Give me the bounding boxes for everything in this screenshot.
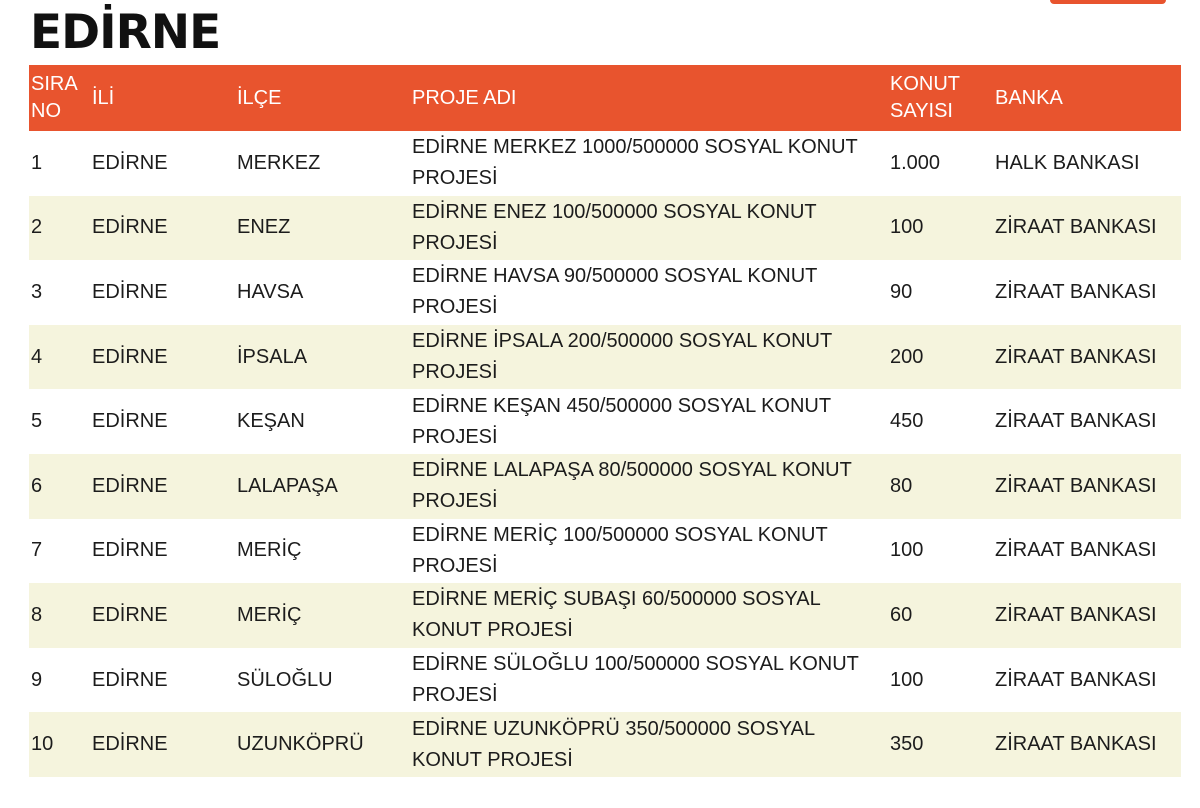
table-body xyxy=(29,131,1181,777)
cell-proje-adi: EDİRNE LALAPAŞA 80/500000 SOSYAL KONUT PROJESİ xyxy=(412,459,852,513)
cell-banka: ZİRAAT BANKASI xyxy=(995,410,1157,433)
table-row xyxy=(29,648,1181,713)
cell-konut-sayisi: 200 xyxy=(890,345,924,368)
cell-konut-sayisi: 100 xyxy=(890,216,924,239)
cell-proje-adi: EDİRNE MERKEZ 1000/500000 SOSYAL KONUT PROJESİ xyxy=(412,136,858,190)
table-header-row xyxy=(29,65,1181,131)
cell-konut-sayisi: 1.000 xyxy=(890,151,941,174)
cell-konut-sayisi: 60 xyxy=(890,603,913,626)
cell-ilce: MERKEZ xyxy=(237,151,321,174)
cell-sira-no: 6 xyxy=(31,474,43,497)
cell-proje-adi: EDİRNE MERİÇ 100/500000 SOSYAL KONUT PROJESİ xyxy=(412,523,828,577)
column-header-ilce: İLÇE xyxy=(237,86,282,109)
cell-konut-sayisi: 450 xyxy=(890,410,924,433)
cell-proje-adi: EDİRNE İPSALA 200/500000 SOSYAL KONUT PROJESİ xyxy=(412,330,832,384)
cell-proje-adi: EDİRNE HAVSA 90/500000 SOSYAL KONUT PROJESİ xyxy=(412,265,817,319)
table-row xyxy=(29,325,1181,390)
table-row xyxy=(29,583,1181,648)
cell-sira-no: 8 xyxy=(31,603,43,626)
cell-banka: ZİRAAT BANKASI xyxy=(995,474,1157,497)
cell-sira-no: 7 xyxy=(31,539,43,562)
cell-banka: HALK BANKASI xyxy=(995,151,1140,174)
cell-proje-adi: EDİRNE ENEZ 100/500000 SOSYAL KONUT PROJESİ xyxy=(412,200,817,254)
cell-banka: ZİRAAT BANKASI xyxy=(995,539,1157,562)
cell-proje-adi: EDİRNE KEŞAN 450/500000 SOSYAL KONUT PROJESİ xyxy=(412,394,831,448)
table-row xyxy=(29,712,1181,777)
cell-ilce: ENEZ xyxy=(237,216,291,239)
housing-projects-table-container xyxy=(29,65,1181,777)
cell-ili: EDİRNE xyxy=(92,345,168,368)
cell-ilce: MERİÇ xyxy=(237,539,302,562)
cell-ilce: KEŞAN xyxy=(237,410,305,433)
top-accent-bar xyxy=(1050,0,1166,4)
cell-ilce: HAVSA xyxy=(237,280,304,303)
cell-banka: ZİRAAT BANKASI xyxy=(995,668,1157,691)
cell-ilce: SÜLOĞLU xyxy=(237,668,333,691)
cell-ili: EDİRNE xyxy=(92,474,168,497)
cell-banka: ZİRAAT BANKASI xyxy=(995,280,1157,303)
table-row xyxy=(29,454,1181,519)
housing-projects-table xyxy=(29,65,1181,777)
cell-ili: EDİRNE xyxy=(92,733,168,756)
cell-ili: EDİRNE xyxy=(92,151,168,174)
cell-ili: EDİRNE xyxy=(92,216,168,239)
cell-ili: EDİRNE xyxy=(92,603,168,626)
cell-sira-no: 3 xyxy=(31,280,43,303)
cell-ili: EDİRNE xyxy=(92,410,168,433)
page-title: EDİRNE xyxy=(30,5,221,60)
table-row xyxy=(29,196,1181,261)
cell-sira-no: 2 xyxy=(31,216,43,239)
cell-sira-no: 5 xyxy=(31,410,43,433)
column-header-proje-adi: PROJE ADI xyxy=(412,86,517,109)
cell-sira-no: 10 xyxy=(31,733,54,756)
table-header xyxy=(29,65,1181,131)
cell-ili: EDİRNE xyxy=(92,539,168,562)
cell-ili: EDİRNE xyxy=(92,280,168,303)
table-row xyxy=(29,131,1181,196)
cell-sira-no: 9 xyxy=(31,668,43,691)
cell-proje-adi: EDİRNE SÜLOĞLU 100/500000 SOSYAL KONUT PROJESİ xyxy=(412,653,859,707)
cell-ili: EDİRNE xyxy=(92,668,168,691)
cell-konut-sayisi: 350 xyxy=(890,733,924,756)
column-header-konut-sayisi: KONUT SAYISI xyxy=(890,73,960,122)
cell-sira-no: 1 xyxy=(31,151,43,174)
cell-proje-adi: EDİRNE UZUNKÖPRÜ 350/500000 SOSYAL KONUT PROJESİ xyxy=(412,717,815,771)
table-row xyxy=(29,389,1181,454)
cell-banka: ZİRAAT BANKASI xyxy=(995,216,1157,239)
cell-konut-sayisi: 90 xyxy=(890,280,913,303)
cell-proje-adi: EDİRNE MERİÇ SUBAŞI 60/500000 SOSYAL KONUT PROJESİ xyxy=(412,588,820,642)
column-header-ili: İLİ xyxy=(92,86,115,109)
cell-ilce: MERİÇ xyxy=(237,603,302,626)
cell-ilce: İPSALA xyxy=(237,345,308,368)
table-row xyxy=(29,519,1181,584)
cell-banka: ZİRAAT BANKASI xyxy=(995,733,1157,756)
table-row xyxy=(29,260,1181,325)
cell-banka: ZİRAAT BANKASI xyxy=(995,345,1157,368)
column-header-banka: BANKA xyxy=(995,86,1063,109)
cell-ilce: LALAPAŞA xyxy=(237,474,338,497)
cell-konut-sayisi: 100 xyxy=(890,539,924,562)
cell-sira-no: 4 xyxy=(31,345,43,368)
cell-konut-sayisi: 80 xyxy=(890,474,913,497)
cell-konut-sayisi: 100 xyxy=(890,668,924,691)
cell-ilce: UZUNKÖPRÜ xyxy=(237,733,364,756)
cell-banka: ZİRAAT BANKASI xyxy=(995,603,1157,626)
column-header-sira-no: SIRA NO xyxy=(31,73,77,122)
